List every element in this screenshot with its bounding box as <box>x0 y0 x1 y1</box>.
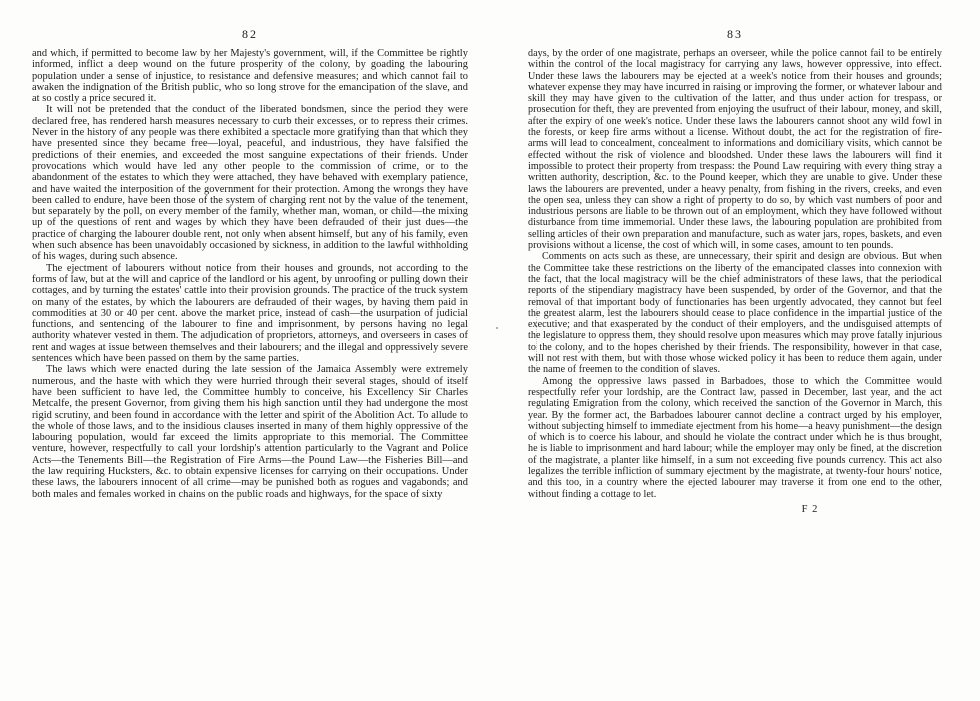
page-number-left: 82 <box>242 27 258 41</box>
paragraph: Comments on acts such as these, are unnecessary, their spirit and design are obvious. But when the Committee take these restrictions on the liberty of the emancipated classes into connexion with the fact, that the local magistracy will be the chief administrators of these laws, that the periodical reports of the stipendiary magistracy have been suspended, by order of the Governor, and that the removal of that important body of functionaries has been urgently advocated, they cannot but feel the greatest alarm, lest the labourers should cease to place confidence in the impartial justice of the executive; and that exasperated by the conduct of their employers, and the undisguised attempts of the legislature to oppress them, they should resolve upon measures which may prove fatally injurious to the colony, and to the hopes cherished by their friends. The responsibility, however in that case, will not rest with them, but with those whose wicked policy it has been to reduce them again, under the name of freemen to the condition of slaves. <box>528 251 942 376</box>
page-number-right: 83 <box>727 27 743 41</box>
right-page-body <box>528 48 942 500</box>
paragraph: days, by the order of one magistrate, perhaps an overseer, while the police cannot fail to be entirely within the control of the local magistracy for carrying any laws, however oppressive, into effect. Under these laws the labourers may be ejected at a week's notice from their houses and grounds; whatever expense they may have incurred in raising or improving the former, or whatever labour and skill they may have given to the cultivation of the latter, and thus under action for trespass, or prosecution for theft, they are prevented from enjoying the usufruct of their labour, money, and skill, after the expiry of one week's notice. Under these laws the labourers cannot shoot any wild fowl in the forests, or keep fire arms without a license. Without doubt, the act for the registration of fire-arms will lead to concealment, concealment to informations and domiciliary visits, which cannot be effected without the risk of violence and bloodshed. Under these laws the labourers will find it impossible to protect their property from trespass: the Pound Law requiring with every thing stray a written authority, description, &c. to the Pound keeper, which they are unable to give. Under these laws the labourers are prevented, under a heavy penalty, from fishing in the rivers, creeks, and even the open sea, unless they can show a right of property to do so, by which vast numbers of poor and industrious persons are liable to be thrown out of an employment, which they have followed without disturbance from time immemorial. Under these laws, the labouring population are prohibited from selling articles of their own preparation and manufacture, such as water jars, ropes, baskets, and even provisions without a license, the cost of which will, in some cases, amount to ten pounds. <box>528 48 942 252</box>
paragraph: The laws which were enacted during the late session of the Jamaica Assembly were extremely numerous, and the haste with which they were hurried through their several stages, should of itself have been sufficient to have led, the Committee humbly to conceive, his Excellency Sir Charles Metcalfe, the present Governor, from giving them his high sanction until they had undergone the most rigid scrutiny, and been found in accordance with the letter and spirit of the Abolition Act. To allude to the whole of those laws, and to the insidious clauses inserted in many of them highly oppressive of the labouring population, would far exceed the limits appropriate to this memorial. The Committee venture, however, respectfully to call your lordship's attention particularly to the Vagrant and Police Acts—the Tenements Bill—the Registration of Fire Arms—the Pound Law—the Fisheries Bill—and the law requiring Hucksters, &c. to obtain expensive licenses for carrying on their occupations. Under these laws, the labourers innocent of all crime—may be punished both as rogues and vagabonds; and both males and females worked in chains on the public roads and highways, for the space of sixty <box>32 364 468 500</box>
right-page <box>490 0 980 701</box>
paragraph: The ejectment of labourers without notice from their houses and grounds, not according to the forms of law, but at the will and caprice of the landlord or his agent, by unroofing or pulling down their cottages, and by turning the estates' cattle into their provision grounds. The practice of the truck system on many of the estates, by which the labourers are defrauded of their wages, by having them paid in commodities at 30 or 40 per cent. above the market price, instead of cash—the usurpation of judicial functions, and sentencing of the labourer to fine and imprisonment, by persons having no legal authority whatever vested in them. The adjudication of proprietors, attorneys, and overseers in cases of rent and wages at issue between themselves and their labourers; and the illegal and oppressively severe sentences which have been passed on them by the same parties. <box>32 262 468 365</box>
paragraph: Among the oppressive laws passed in Barbadoes, those to which the Committee would respectfully refer your lordship, are the Contract law, passed in December, last year, and the act regulating Emigration from the colony, which received the sanction of the Governor in March, this year. By the former act, the Barbadoes labourer cannot decline a contract urged by his employer, without subjecting himself to immediate ejectment from his home—a heavy punishment—the design of which is to coerce his labour, and should he violate the contract under which he is thus brought, he is liable to imprisonment and hard labour; while the employer may only be fined, at the discretion of the magistrate, a planter like himself, in a sum not exceeding five pounds currency. This act also legalizes the terrible infliction of summary ejectment by the magistrate, at twenty-four hours' notice, and this too, in a country where the ejected labourer may traverse it from one end to the other, without finding a cottage to let. <box>528 375 942 500</box>
signature-mark: F 2 <box>801 503 819 515</box>
paragraph: It will not be pretended that the conduct of the liberated bondsmen, since the period they were declared free, has rendered harsh measures necessary to curb their excesses, or to repress their crimes. Never in the history of any people was there exhibited a spectacle more gratifying than that which they have presented since they became free—loyal, peaceful, and industrious, they have falsified the predictions of their enemies, and exceeded the most sanguine expectations of their friends. Under provocations which would have led any other people to the commission of crime, or to the abandonment of the estates to which they were attached, they have behaved with exemplary patience, and have waited the interposition of the government for their protection. Among the wrongs they have been called to endure, have been those of the system of charging rent not by the value of the tenement, but separately by the poll, on every member of the family, whether man, woman, or child—the mixing up of the questions of rent and wages by which they have been defrauded of their just dues—the practice of charging the labourer double rent, not only when absent himself, but any of his family, even when such absence has been unavoidably occasioned by sickness, in addition to the lawful withholding of his wages, during such absence. <box>32 104 468 263</box>
paragraph: and which, if permitted to become law by her Majesty's government, will, if the Committee be rightly informed, inflict a deep wound on the future prosperity of the colony, by goading the labouring population under a sense of injustice, to resistance and defensive measures; and which cannot fail to awaken the indignation of the British public, who so long strove for the emancipation of the slave, and at so costly a price secured it. <box>32 48 468 105</box>
left-page-body <box>32 48 468 500</box>
